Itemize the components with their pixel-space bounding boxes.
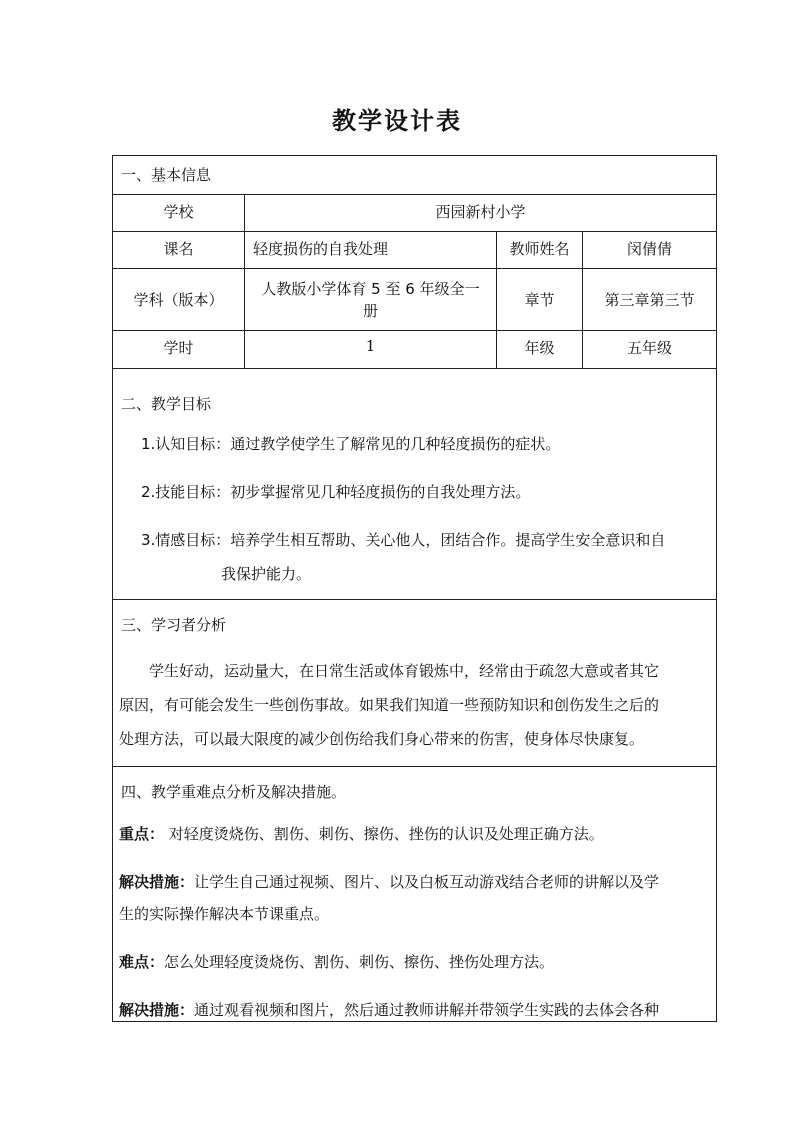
subject-value-cell bbox=[245, 269, 497, 331]
school-row bbox=[113, 195, 717, 232]
section2-heading: 二、教学目标 bbox=[121, 395, 212, 413]
chapter-label-cell bbox=[497, 269, 583, 331]
section4-row bbox=[113, 767, 717, 1022]
hours-value: 1 bbox=[365, 337, 376, 355]
learner-analysis-line3: 处理方法，可以最大限度的减少创伤给我们身心带来的伤害，使身体尽快康复。 bbox=[119, 730, 645, 748]
chapter-value: 第三章第三节 bbox=[604, 291, 695, 309]
school-label-cell bbox=[113, 195, 245, 232]
subject-value-line1: 人教版小学体育 5 至 6 年级全一 bbox=[261, 279, 480, 298]
section1-heading-cell bbox=[113, 156, 717, 195]
key-point-label: 重点： bbox=[119, 825, 165, 843]
subject-label: 学科（版本） bbox=[133, 291, 224, 309]
school-value: 西园新村小学 bbox=[435, 203, 526, 221]
goal-emotional-line2: 我保护能力。 bbox=[221, 565, 312, 583]
subject-value-line2: 册 bbox=[363, 301, 379, 320]
section3-row bbox=[113, 600, 717, 767]
hours-label-cell bbox=[113, 331, 245, 369]
section3-cell bbox=[113, 600, 717, 767]
measure1-line1 bbox=[119, 871, 659, 892]
teacher-value: 闵倩倩 bbox=[627, 240, 673, 258]
key-point-text: 对轻度烫烧伤、割伤、刺伤、擦伤、挫伤的认识及处理正确方法。 bbox=[164, 825, 604, 843]
course-value: 轻度损伤的自我处理 bbox=[253, 240, 389, 258]
section2-cell bbox=[113, 369, 717, 600]
goal-emotional-line1: 3.情感目标：培养学生相互帮助、关心他人，团结合作。提高学生安全意识和自 bbox=[141, 531, 666, 549]
section1-heading: 一、基本信息 bbox=[121, 166, 212, 184]
section4-heading: 四、教学重难点分析及解决措施。 bbox=[121, 783, 347, 801]
learner-analysis-line1: 学生好动，运动量大，在日常生活或体育锻炼中，经常由于疏忽大意或者其它 bbox=[149, 662, 660, 680]
difficulty-text: 怎么处理轻度烫烧伤、割伤、刺伤、擦伤、挫伤处理方法。 bbox=[164, 953, 555, 971]
section3-heading: 三、学习者分析 bbox=[121, 616, 227, 634]
grade-value: 五年级 bbox=[627, 339, 673, 357]
key-point bbox=[119, 823, 604, 844]
document-title: 教学设计表 bbox=[332, 107, 462, 135]
grade-label-cell bbox=[497, 331, 583, 369]
measure2-text: 通过观看视频和图片，然后通过教师讲解并带领学生实践的去体会各种 bbox=[194, 1001, 660, 1019]
school-label: 学校 bbox=[163, 203, 194, 221]
section4-cell bbox=[113, 767, 717, 1022]
learner-analysis-line2: 原因，有可能会发生一些创伤事故。如果我们知道一些预防知识和创伤发生之后的 bbox=[119, 696, 660, 714]
measure1-line2: 生的实际操作解决本节课重点。 bbox=[119, 905, 330, 923]
school-value-cell bbox=[245, 195, 717, 232]
hours-row bbox=[113, 331, 717, 369]
goal-cognitive: 1.认知目标：通过教学使学生了解常见的几种轻度损伤的症状。 bbox=[141, 435, 561, 453]
course-value-cell bbox=[245, 232, 497, 269]
section2-row bbox=[113, 369, 717, 600]
measure1-text: 让学生自己通过视频、图片、以及白板互动游戏结合老师的讲解以及学 bbox=[194, 873, 660, 891]
chapter-value-cell bbox=[583, 269, 717, 331]
grade-value-cell bbox=[583, 331, 717, 369]
measure2-line bbox=[119, 999, 659, 1020]
course-label-cell bbox=[113, 232, 245, 269]
hours-label: 学时 bbox=[163, 339, 194, 357]
subject-row bbox=[113, 269, 717, 331]
section1-heading-row bbox=[113, 156, 717, 195]
hours-value-cell bbox=[245, 331, 497, 369]
measure1-label: 解决措施： bbox=[119, 873, 195, 891]
measure2-label: 解决措施： bbox=[119, 1001, 195, 1019]
course-row bbox=[113, 232, 717, 269]
teacher-value-cell bbox=[583, 232, 717, 269]
teacher-label: 教师姓名 bbox=[509, 240, 570, 258]
chapter-label: 章节 bbox=[524, 291, 555, 309]
difficulty-label: 难点： bbox=[119, 953, 165, 971]
teacher-label-cell bbox=[497, 232, 583, 269]
course-label: 课名 bbox=[163, 240, 194, 258]
subject-label-cell bbox=[113, 269, 245, 331]
grade-label: 年级 bbox=[524, 339, 555, 357]
goal-skill: 2.技能目标：初步掌握常见几种轻度损伤的自我处理方法。 bbox=[141, 483, 531, 501]
difficulty-point bbox=[119, 951, 554, 972]
lesson-design-table bbox=[112, 155, 717, 1022]
